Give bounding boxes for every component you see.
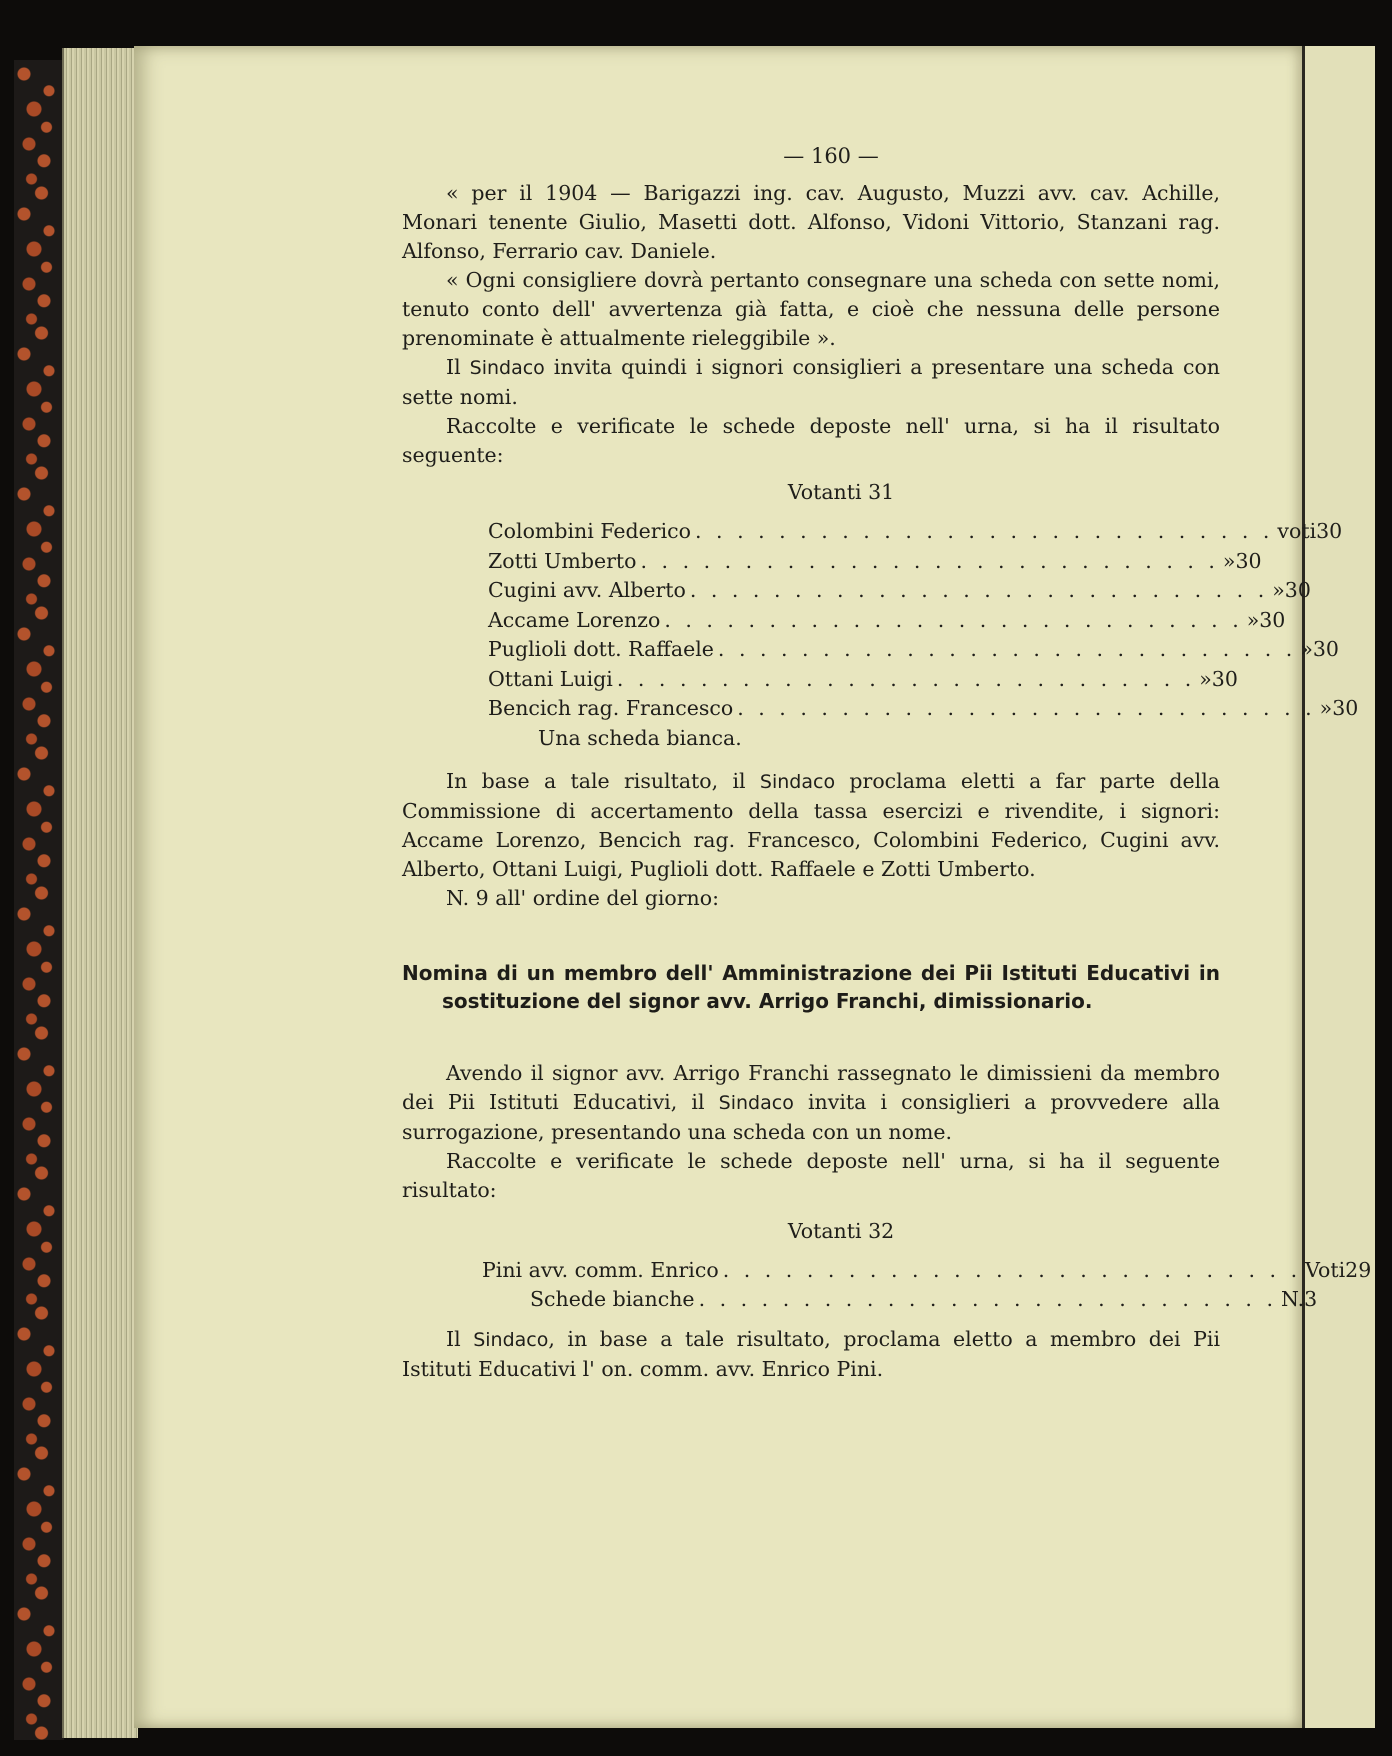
section-heading: Nomina di un membro dell' Amministrazione dei Pii Istituti Educativi in sostituzione del signor avv. Arrigo Franchi, dimissionario. bbox=[402, 960, 1220, 1013]
book-spine bbox=[14, 60, 64, 1740]
paragraph-5: In base a tale risultato, il Sindaco proclama eletti a far parte della Commissione di accertamento della tassa esercizi e rivendite, i signori: Accame Lorenzo, Bencich rag. Francesco, Colombini Federico, Cugini avv. Alberto, Ottani Luigi, Puglioli dott. Raffaele e Zotti Umberto. bbox=[402, 768, 1220, 881]
votes-table-1 bbox=[488, 517, 1359, 724]
vote-row: Schede bianche . . . . . . . . . . . . . . . . . . . . . . . . . . . . N. 3 bbox=[530, 1287, 1318, 1311]
page-number: — 160 — bbox=[783, 144, 879, 168]
vote-row: Puglioli dott. Raffaele . . . . . . . . . . . . . . . . . . . . . . . . . . . . » 30 bbox=[488, 637, 1339, 661]
paragraph-6: N. 9 all' ordine del giorno: bbox=[446, 885, 719, 910]
vote-row: Zotti Umberto . . . . . . . . . . . . . . . . . . . . . . . . . . . . » 30 bbox=[488, 548, 1262, 573]
votes-table-2 bbox=[482, 1256, 1372, 1315]
vote-row: Accame Lorenzo . . . . . . . . . . . . . . . . . . . . . . . . . . . . » 30 bbox=[488, 607, 1286, 632]
votanti-count-1: Votanti 31 bbox=[787, 480, 895, 504]
sindaco-label: Sindaco bbox=[718, 1091, 794, 1114]
sindaco-label: Sindaco bbox=[759, 770, 836, 793]
vote-row: Pini avv. comm. Enrico . . . . . . . . . . . . . . . . . . . . . . . . . . . . Voti 29 bbox=[482, 1257, 1372, 1282]
page-text bbox=[402, 142, 1372, 1384]
sindaco-label: Sindaco bbox=[469, 357, 545, 379]
paragraph-9: Il Sindaco, in base a tale risultato, proclama eletto a membro dei Pii Istituti Educativi l' on. comm. avv. Enrico Pini. bbox=[402, 1326, 1220, 1381]
paragraph-4: Raccolte e verificate le schede deposte nell' urna, si ha il risultato seguente: bbox=[402, 414, 1220, 467]
vote-row: Cugini avv. Alberto . . . . . . . . . . . . . . . . . . . . . . . . . . . . » 30 bbox=[488, 578, 1311, 602]
paragraph-2: « Ogni consigliere dovrà pertanto consegnare una scheda con sette nomi, tenuto conto dell' avvertenza già fatta, e cioè che nessuna delle persone prenominate è attualmente rieleggibile ». bbox=[402, 268, 1220, 350]
vote-row: Ottani Luigi . . . . . . . . . . . . . . . . . . . . . . . . . . . . » 30 bbox=[488, 666, 1238, 691]
sindaco-label: Sindaco bbox=[473, 1328, 549, 1351]
scheda-bianca: Una scheda bianca. bbox=[538, 725, 742, 750]
vote-row: Bencich rag. Francesco . . . . . . . . . . . . . . . . . . . . . . . . . . . . » 30 bbox=[488, 696, 1359, 720]
vote-row: Colombini Federico . . . . . . . . . . . . . . . . . . . . . . . . . . . . voti 30 bbox=[488, 519, 1343, 543]
paragraph-7: Avendo il signor avv. Arrigo Franchi rassegnato le dimissieni da membro dei Pii Istituti Educativi, il Sindaco invita i consiglieri a provvedere alla surrogazione, presentando una scheda con un nome. bbox=[402, 1060, 1220, 1144]
page-edges bbox=[62, 48, 138, 1738]
facing-page-edge bbox=[1302, 46, 1375, 1728]
paragraph-8: Raccolte e verificate le schede deposte nell' urna, si ha il seguente risultato: bbox=[402, 1148, 1220, 1202]
votanti-count-2: Votanti 32 bbox=[787, 1218, 895, 1243]
paragraph-1: « per il 1904 — Barigazzi ing. cav. Augusto, Muzzi avv. cav. Achille, Monari tenente Giulio, Masetti dott. Alfonso, Vidoni Vittorio, Stanzani rag. Alfonso, Ferrario cav. Daniele. bbox=[402, 181, 1220, 263]
paragraph-3: Il Sindaco invita quindi i signori consiglieri a presentare una scheda con sette nomi. bbox=[402, 355, 1221, 409]
